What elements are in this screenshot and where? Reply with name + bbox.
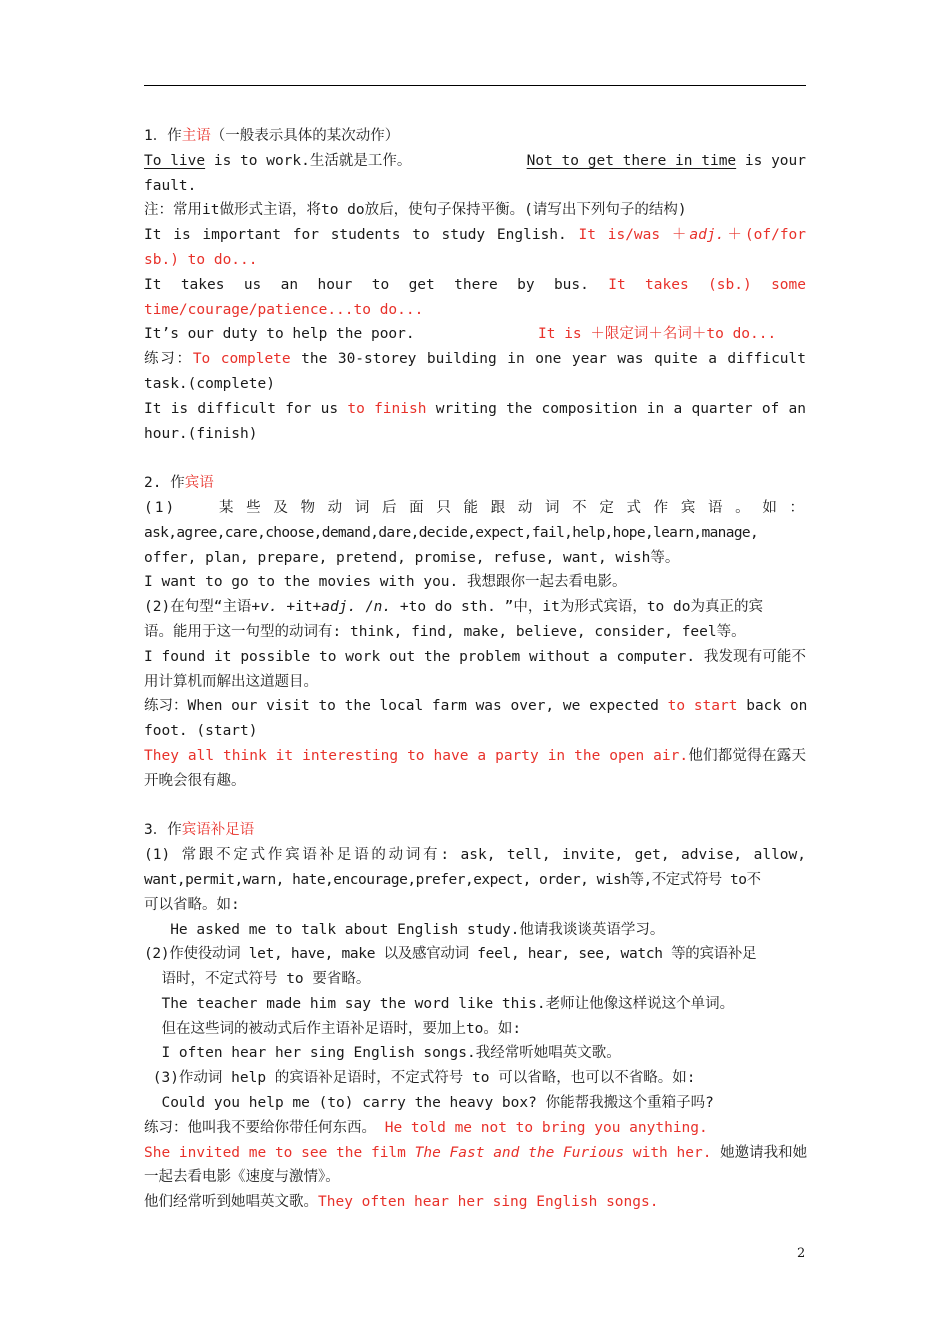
section2-verbs-cont: offer, plan, prepare, pretend, promise, refuse, want, wish等。	[144, 549, 680, 566]
section2-rule2: (2)在句型“主语+v. +it+adj. /n. +to do sth. ”中，it为形式宾语，to do为真正的宾	[144, 599, 763, 616]
section3-example1: He asked me to talk about English study.他请我谈谈英语学习。	[144, 921, 665, 938]
section3-rule1: (1) 常跟不定式作宾语补足语的动词有: ask, tell, invite, get, advise, allow,	[144, 847, 806, 864]
section2-example2: I found it possible to work out the problem without a computer. 我发现有可能不	[144, 648, 806, 665]
section3-practice2: She invited me to see the film The Fast and the Furious with her. 她邀请我和她	[144, 1144, 808, 1161]
section1-s1: It is important for students to study English. It is/was ＋adj.＋(of/for	[144, 227, 807, 244]
section3-rule1-cont: 可以省略。如:	[144, 896, 240, 913]
section2-practice2: They all think it interesting to have a party in the open air.他们都觉得在露天	[144, 747, 806, 764]
section2-heading: 2. 作宾语	[144, 475, 214, 492]
section3-example3: I often hear her sing English songs.我经常听她唱英文歌。	[144, 1045, 621, 1062]
section3-rule2-cont: 语时，不定式符号 to 要省略。	[144, 971, 371, 988]
section1-practice1: 练习：To complete the 30-storey building in one year was quite a difficult	[144, 351, 806, 368]
section2-rule1: (1) 某些及物动词后面只能跟动词不定式作宾语。如：	[144, 499, 806, 516]
section1-s2-pattern: time/courage/patience...to do...	[144, 301, 424, 318]
section2-verbs: ask,agree,care,choose,demand,dare,decide,expect,fail,help,hope,learn,manage,	[144, 524, 759, 541]
section3-rule1-verbs: want,permit,warn, hate,encourage,prefer,expect, order, wish等,不定式符号 to不	[144, 871, 761, 888]
header-rule	[144, 85, 806, 86]
section3-practice1: 练习：他叫我不要给你带任何东西。 He told me not to bring you anything.	[144, 1119, 708, 1136]
page-number: 2	[797, 1246, 806, 1261]
section2-practice1-cont: foot. (start)	[144, 723, 258, 740]
section3-rule2: (2)作使役动词 let, have, make 以及感官动词 feel, hear, see, watch 等的宾语补足	[144, 946, 757, 963]
section1-s3: It’s our duty to help the poor. It is ＋限定词＋名词＋to do...	[144, 326, 777, 343]
section3-example4: Could you help me (to) carry the heavy box? 你能帮我搬这个重箱子吗?	[144, 1095, 714, 1112]
section3-passive-note: 但在这些词的被动式后作主语补足语时，要加上to。如:	[144, 1020, 522, 1037]
section1-examples: To live is to work.生活就是工作。 Not to get there in time is your	[144, 152, 806, 169]
section1-practice2-cont: hour.(finish)	[144, 425, 258, 442]
section3-example2: The teacher made him say the word like this.老师让他像这样说这个单词。	[144, 995, 735, 1012]
section2-example1: I want to go to the movies with you. 我想跟你一起去看电影。	[144, 574, 627, 591]
document-body	[144, 124, 806, 1215]
section2-rule2-cont: 语。能用于这一句型的动词有: think, find, make, believe, consider, feel等。	[144, 623, 746, 640]
section1-heading: 1．作主语（一般表示具体的某次动作）	[144, 128, 400, 144]
section1-note: 注：常用it做形式主语，将to do放后，使句子保持平衡。(请写出下列句子的结构)	[144, 202, 687, 219]
section2-practice2-cont: 开晚会很有趣。	[144, 772, 246, 789]
section3-practice3: 他们经常听到她唱英文歌。They often hear her sing English songs.	[144, 1194, 659, 1211]
section1-s1-pattern: sb.) to do...	[144, 251, 258, 268]
section1-examples-cont: fault.	[144, 177, 197, 194]
section2-example2-cont: 用计算机而解出这道题目。	[144, 673, 318, 690]
section2-practice1: 练习：When our visit to the local farm was over, we expected to start back on	[144, 698, 808, 715]
section1-practice1-cont: task.(complete)	[144, 375, 275, 392]
section1-practice2: It is difficult for us to finish writing the composition in a quarter of an	[144, 400, 806, 417]
section3-heading: 3．作宾语补足语	[144, 822, 255, 839]
section3-practice2-cont: 一起去看电影《速度与激情》。	[144, 1169, 340, 1186]
section1-s2: It takes us an hour to get there by bus. It takes (sb.) some	[144, 276, 806, 293]
section3-rule3: (3)作动词 help 的宾语补足语时，不定式符号 to 可以省略，也可以不省略。如:	[144, 1070, 696, 1087]
